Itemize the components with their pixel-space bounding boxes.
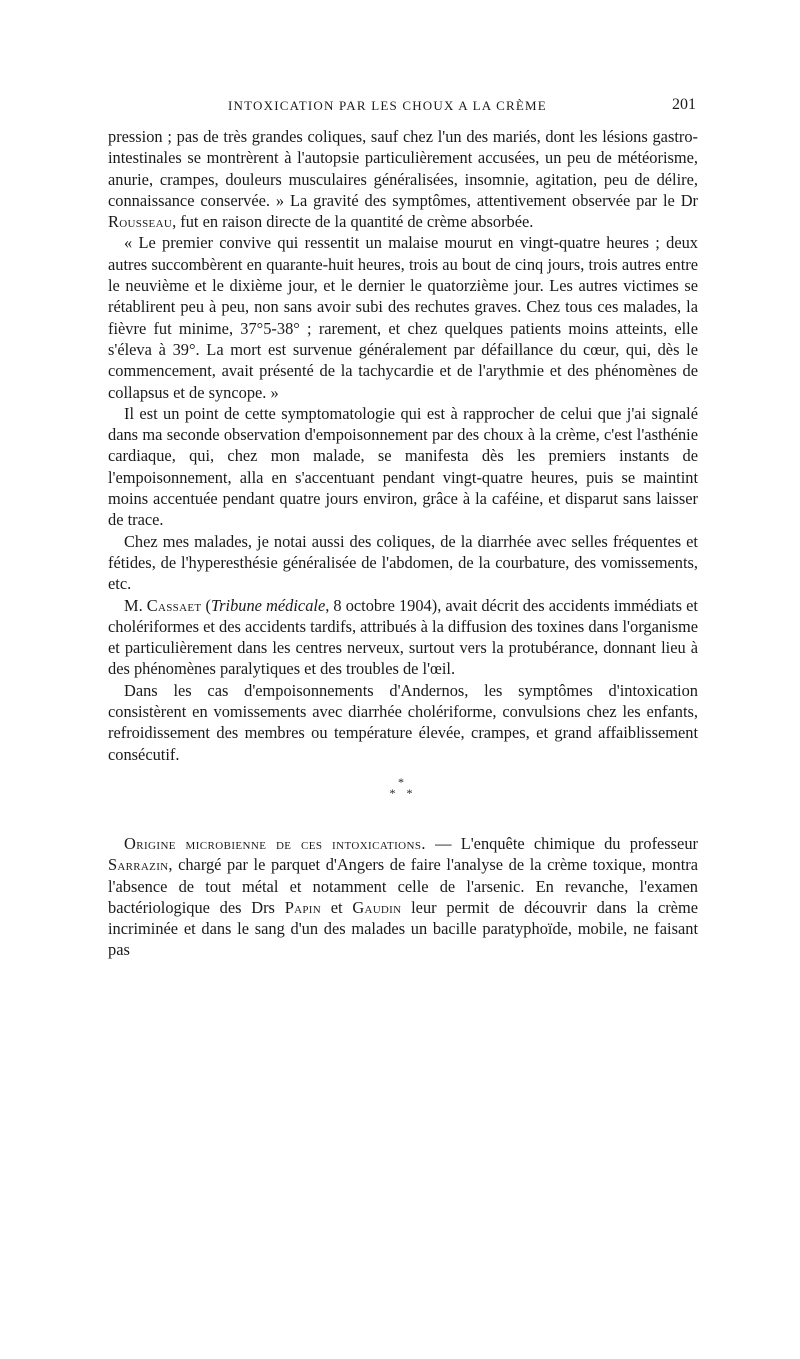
running-head (108, 96, 698, 118)
paragraph-1 (108, 126, 698, 232)
author-sarrazin: Sarrazin (108, 855, 169, 875)
asterism-separator (108, 774, 698, 821)
doctors-abbrev: Drs (251, 897, 275, 917)
author-cassaet: Cassaet (146, 595, 202, 615)
section-text-3: leur permit de découvrir dans la crème incriminée et dans le sang d'un des malades un bacille paratyphoïde, mobile, ne faisant pas (108, 897, 698, 960)
author-rousseau: Rousseau (108, 212, 173, 232)
asterism-bottom: * * (389, 785, 417, 800)
paragraph-4: Chez mes malades, je notai aussi des coliques, de la diarrhée avec selles fréquentes et fétides, de l'hyperesthésie généralisée de l'abdomen, de la courbature, des vomissements, etc. (108, 531, 698, 594)
section-paragraph (108, 833, 698, 961)
author-gaudin: Gaudin (352, 897, 402, 917)
paragraph-6: Dans les cas d'empoisonnements d'Andernos, les symptômes d'intoxication consistèrent en vomissements avec diarrhée cholériforme, convulsions chez les enfants, refroidissement des membres ou température élevée, crampes, et grand affaiblissement consécutif. (108, 680, 698, 764)
body-text (108, 126, 698, 961)
paragraph-5-prefix: M. (124, 595, 147, 615)
paragraph-1-text: pression ; pas de très grandes coliques, sauf chez l'un des mariés, dont les lésions gastro-intestinales se montrèrent à l'autopsie particulièrement accusées, un peu de météorisme, anurie, crampes, douleurs musculaires généralisées, insomnie, agitation, peu de délire, connaissance conservée. » La gravité des symptômes, attentivement observée par le (108, 127, 698, 210)
paragraph-1-tail: , fut en raison directe de la quantité de crème absorbée. (172, 212, 534, 232)
running-title: INTOXICATION PAR LES CHOUX A LA CRÈME (228, 98, 547, 113)
paragraph-5-rest: , 8 octobre 1904), avait décrit des accidents immédiats et cholériformes et des accidents tardifs, attribués à la diffusion des toxines dans l'organisme et particulièrement dans les centres nerveux, surtout vers la protubérance, donnant lieu à des phénomènes paralytiques et des troubles de l'œil. (108, 595, 698, 679)
paragraph-5 (108, 595, 698, 680)
doctor-abbrev: Dr (680, 190, 698, 210)
paragraph-5-paren: ( (201, 595, 211, 615)
section-heading: Origine microbienne de ces intoxications. (124, 833, 426, 853)
section-text-1: — L'enquête chimique du professeur (425, 833, 698, 853)
page-number: 201 (672, 96, 696, 113)
book-page (108, 96, 698, 961)
asterism-top: * (398, 774, 408, 789)
author-papin: Papin (284, 897, 321, 917)
journal-title: Tribune médicale (210, 595, 326, 615)
paragraph-3: Il est un point de cette symptomatologie qui est à rapprocher de celui que j'ai signalé dans ma seconde observation d'empoisonnement par des choux à la crème, c'est l'asthénie cardiaque, qui, chez mon malade, se manifesta dès les premiers instants de l'empoisonnement, alla en s'accentuant pendant vingt-quatre heures, puis se maintint moins accentuée pendant quatre jours environ, grâce à la caféine, et disparut sans laisser de trace. (108, 403, 698, 530)
section-text-2: , chargé par le parquet d'Angers de faire l'analyse de la crème toxique, montra l'absence de tout métal et notamment celle de l'arsenic. En revanche, l'examen bactériologique des (108, 855, 698, 917)
paragraph-2: « Le premier convive qui ressentit un malaise mourut en vingt-quatre heures ; deux autres succombèrent en quarante-huit heures, trois au bout de cinq jours, trois autres entre le neuvième et le dixième jour, et le dernier le quatorzième jour. Les autres victimes se rétablirent peu à peu, non sans avoir subi des rechutes graves. Chez tous ces malades, la fièvre fut minime, 37°5-38° ; rarement, et chez quelques patients moins atteints, elle s'éleva à 39°. La mort est survenue généralement par défaillance du cœur, qui, dès le commencement, avait présenté de la tachycardie et de l'arythmie et des phénomènes de collapsus et de syncope. » (108, 233, 698, 402)
section-and: et (321, 897, 353, 917)
